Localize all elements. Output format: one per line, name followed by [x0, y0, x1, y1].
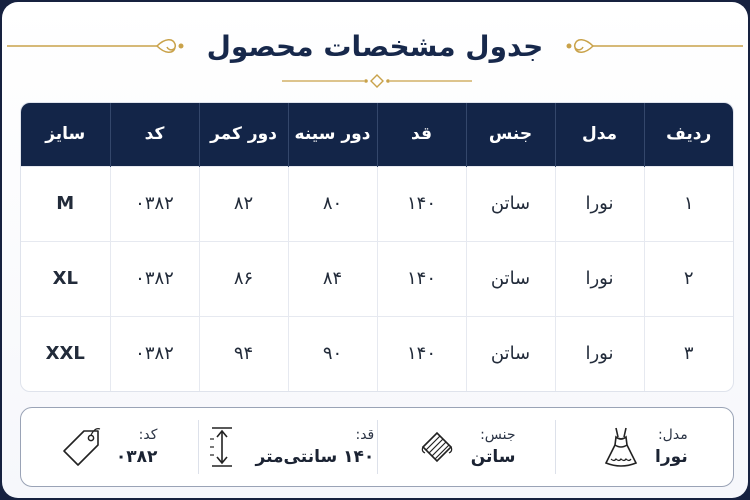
- tag-icon: [62, 425, 102, 469]
- header-size: سایز: [45, 124, 86, 145]
- table-row: [21, 316, 733, 391]
- cell-row-number: ۱: [644, 166, 733, 241]
- footer-material-value: ساتن: [470, 447, 516, 467]
- cell-size: XXL: [21, 316, 110, 391]
- product-spec-card: [2, 2, 748, 498]
- header-chest: دور سینه: [288, 103, 377, 166]
- cell-material: ساتن: [466, 316, 555, 391]
- title-row: [2, 26, 748, 66]
- cell-waist: ۹۴: [199, 316, 288, 391]
- footer-height: [198, 420, 376, 474]
- table-row: [21, 241, 733, 316]
- footer-code-label: کد:: [138, 427, 158, 443]
- footer-code: [21, 420, 198, 474]
- footer-material-label: جنس:: [480, 427, 516, 443]
- cell-model: نورا: [555, 316, 644, 391]
- spec-table: [20, 102, 734, 392]
- header-code: کد: [110, 103, 199, 166]
- left-ornament-icon: [7, 36, 187, 56]
- footer-height-label: قد:: [355, 427, 375, 443]
- header-waist: دور کمر: [199, 103, 288, 166]
- cell-code: ۰۳۸۲: [110, 241, 199, 316]
- cell-row-number: ۳: [644, 316, 733, 391]
- table-header-row: [21, 103, 733, 166]
- cell-material: ساتن: [466, 241, 555, 316]
- footer-code-value: ۰۳۸۲: [115, 447, 158, 467]
- cell-row-number: ۲: [644, 241, 733, 316]
- right-ornament-icon: [563, 36, 743, 56]
- cell-code: ۰۳۸۲: [110, 316, 199, 391]
- cell-code: ۰۳۸۲: [110, 166, 199, 241]
- header-height: قد: [377, 103, 466, 166]
- cell-size: M: [21, 166, 110, 241]
- cell-chest: ۸۴: [288, 241, 377, 316]
- cell-size: XL: [21, 241, 110, 316]
- table-row: [21, 166, 733, 241]
- page-title: جدول مشخصات محصول: [206, 29, 544, 63]
- cell-model: نورا: [555, 241, 644, 316]
- footer-model-value: نورا: [655, 447, 688, 467]
- height-arrow-icon: [202, 425, 242, 469]
- header-row-number: ردیف: [644, 103, 733, 166]
- cell-height: ۱۴۰: [377, 166, 466, 241]
- cell-chest: ۹۰: [288, 316, 377, 391]
- cell-height: ۱۴۰: [377, 316, 466, 391]
- summary-footer: [20, 407, 734, 487]
- header-model: مدل: [555, 103, 644, 166]
- cell-waist: ۸۲: [199, 166, 288, 241]
- cell-height: ۱۴۰: [377, 241, 466, 316]
- cell-chest: ۸۰: [288, 166, 377, 241]
- title-underline-ornament-icon: [282, 74, 472, 88]
- footer-model-label: مدل:: [657, 427, 688, 443]
- footer-height-value: ۱۴۰ سانتی‌متر: [255, 447, 375, 467]
- cell-model: نورا: [555, 166, 644, 241]
- dress-icon: [601, 425, 641, 469]
- footer-model: [555, 420, 733, 474]
- cell-material: ساتن: [466, 166, 555, 241]
- header-material: جنس: [466, 103, 555, 166]
- fabric-icon: [417, 425, 457, 469]
- footer-material: [377, 420, 555, 474]
- cell-waist: ۸۶: [199, 241, 288, 316]
